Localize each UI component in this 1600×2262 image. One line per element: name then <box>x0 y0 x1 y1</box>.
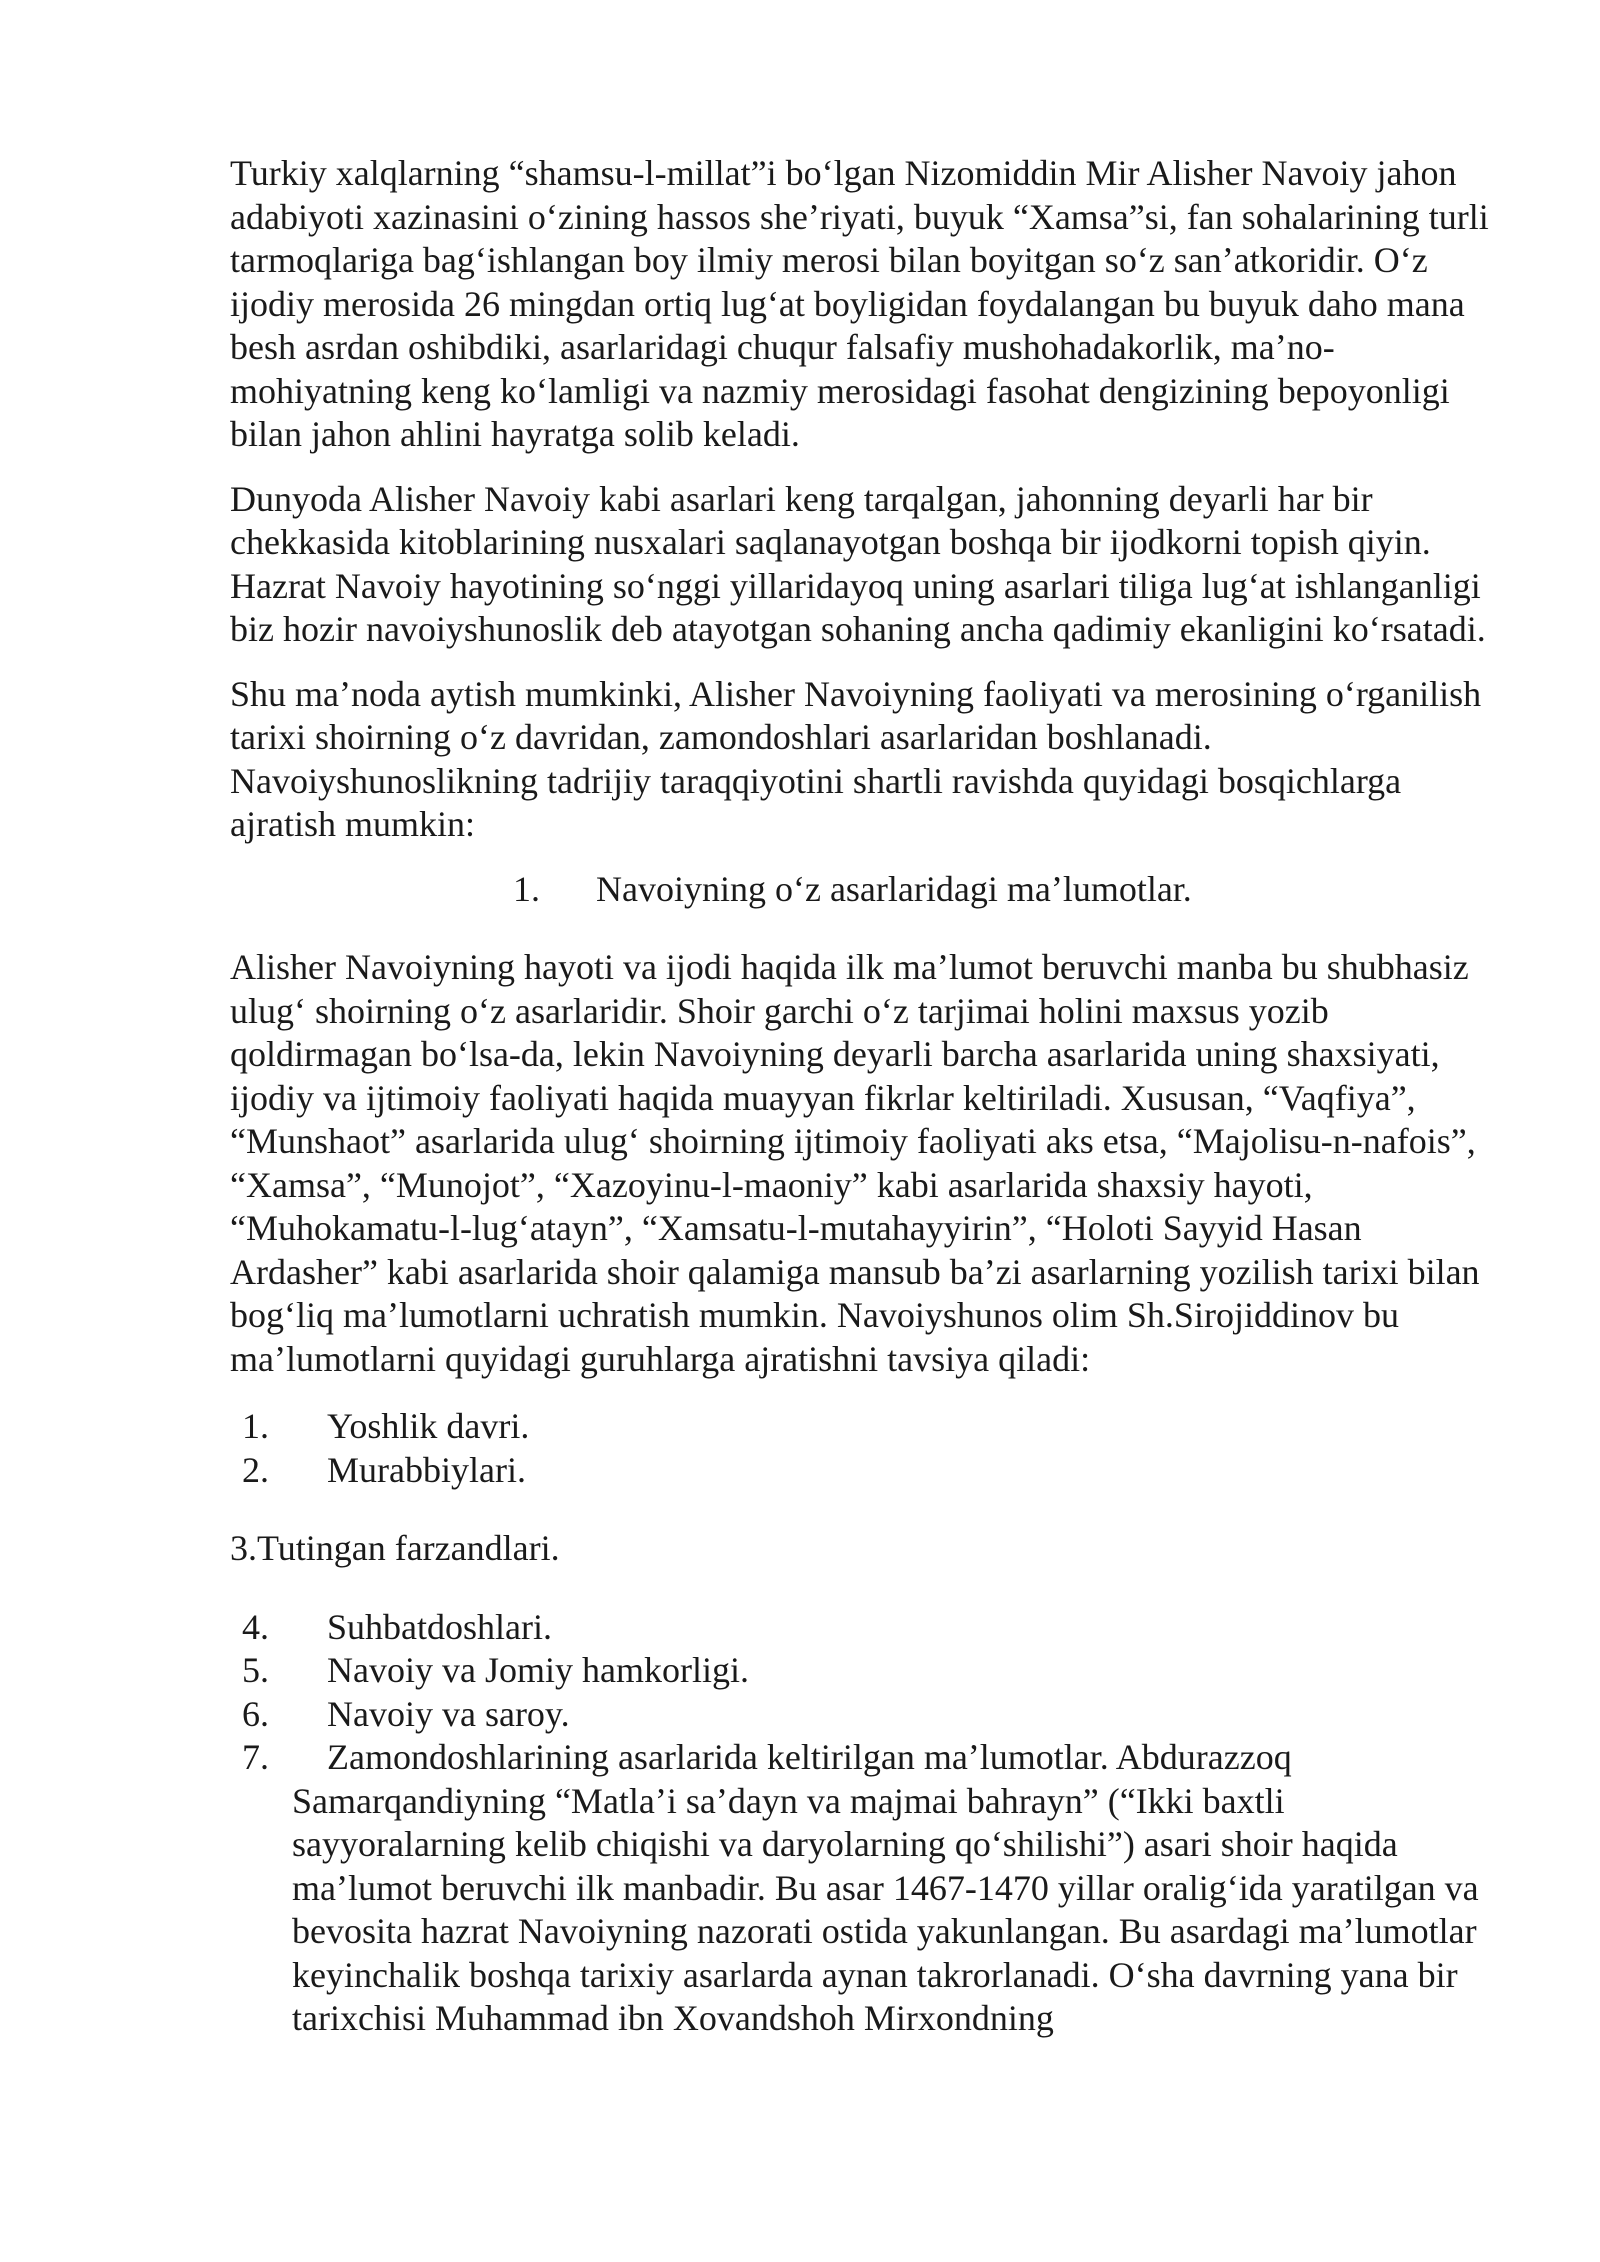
list-item <box>230 1736 1500 2041</box>
list-item <box>230 1606 1500 1650</box>
list-item-text: Murabbiylari. <box>327 1449 526 1490</box>
list-item-number: 7. <box>242 1737 269 1777</box>
list-item <box>230 1649 1500 1693</box>
paragraph-1: Turkiy xalqlarning “shamsu-l-millat”i boʻlgan Nizomiddin Mir Alisher Navoiy jahon adabiyoti xazinasini oʻzining hassos sheʼriyati, buyuk “Xamsa”si, fan sohalarining turli tarmoqlariga bagʻishlangan boy ilmiy merosi bilan boyitgan soʻz sanʼatkoridir. Oʻz ijodiy merosida 26 mingdan ortiq lugʻat boyligidan foydalangan bu buyuk daho mana besh asrdan oshibdiki, asarlaridagi chuqur falsafiy mushohadakorlik, maʼno-mohiyatning keng koʻlamligi va nazmiy merosidagi fasohat dengizining bepoyonligi bilan jahon ahlini hayratga solib keladi. <box>230 153 1489 454</box>
list-item-text: Yoshlik davri. <box>327 1406 530 1446</box>
paragraph-3: Shu maʼnoda aytish mumkinki, Alisher Navoiyning faoliyati va merosining oʻrganilish tarixi shoirning oʻz davridan, zamondoshlari asarlaridan boshlanadi. Navoiyshunoslikning tadrijiy taraqqiyotini shartli ravishda quyidagi bosqichlarga ajratish mumkin: <box>230 673 1482 844</box>
numbered-list-a <box>230 1405 1500 1492</box>
numbered-list-b <box>230 1606 1500 2041</box>
list-item-text: Suhbatdoshlari. <box>327 1606 552 1647</box>
list-item-number: 6. <box>242 1693 269 1734</box>
list-item-number: 1. <box>242 1406 269 1446</box>
list-item-number: 2. <box>242 1449 269 1490</box>
section-heading <box>230 868 1500 912</box>
list-item-continuation: Samarqandiyning “Matlaʼi saʼdayn va majmai bahrayn” (“Ikki baxtli sayyoralarning kelib chiqishi va daryolarning qoʻshilishi”) asari shoir haqida maʼlumot beruvchi ilk manbadir. Bu asar 1467-1470 yillar oraligʻida yaratilgan va bevosita hazrat Navoiyning nazorati ostida yakunlangan. Bu asardagi maʼlumotlar keyinchalik boshqa tarixiy asarlarda aynan takrorlanadi. Oʻsha davrning yana bir tarixchisi Muhammad ibn Xovandshoh Mirxondning <box>292 1780 1479 2038</box>
list-item <box>230 1693 1500 1737</box>
list-item-text: Navoiy va Jomiy hamkorligi. <box>327 1650 749 1690</box>
paragraph-2: Dunyoda Alisher Navoiy kabi asarlari keng tarqalgan, jahonning deyarli har bir chekkasida kitoblarining nusxalari saqlanayotgan boshqa bir ijodkorni topish qiyin. Hazrat Navoiy hayotining soʻnggi yillaridayoq uning asarlari tiliga lugʻat ishlanganligi biz hozir navoiyshunoslik deb atayotgan sohaning ancha qadimiy ekanligini koʻrsatadi. <box>230 478 1486 649</box>
list-item-number: 5. <box>242 1650 269 1690</box>
list-item-plain: 3.Tutingan farzandlari. <box>230 1528 560 1568</box>
paragraph-4: Alisher Navoiyning hayoti va ijodi haqida ilk maʼlumot beruvchi manba bu shubhasiz ulugʻ shoirning oʻz asarlaridir. Shoir garchi oʻz tarjimai holini maxsus yozib qoldirmagan boʻlsa-da, lekin Navoiyning deyarli barcha asarlarida uning shaxsiyati, ijodiy va ijtimoiy faoliyati haqida muayyan fikrlar keltiriladi. Xususan, “Vaqfiya”, “Munshaot” asarlarida ulugʻ shoirning ijtimoiy faoliyati aks etsa, “Majolisu-n-nafois”, “Xamsa”, “Munojot”, “Xazoyinu-l-maoniy” kabi asarlarida shaxsiy hayoti, “Muhokamatu-l-lugʻatayn”, “Xamsatu-l-mutahayyirin”, “Holoti Sayyid Hasan Ardasher” kabi asarlarida shoir qalamiga mansub baʼzi asarlarning yozilish tarixi bilan bogʻliq maʼlumotlarni uchratish mumkin. Navoiyshunos olim Sh.Sirojiddinov bu maʼlumotlarni quyidagi guruhlarga ajratishni tavsiya qiladi: <box>230 947 1480 1379</box>
list-item-number: 4. <box>242 1606 269 1647</box>
document-body <box>230 152 1500 2041</box>
list-item-text: Navoiy va saroy. <box>327 1693 570 1734</box>
list-item-text: Zamondoshlarining asarlarida keltirilgan maʼlumotlar. Abdurazzoq <box>327 1737 1292 1777</box>
list-item <box>230 1405 1500 1449</box>
list-item <box>230 1449 1500 1493</box>
section-heading-number: 1. <box>513 868 540 909</box>
section-heading-text: Navoiyning oʻz asarlaridagi maʼlumotlar. <box>596 868 1192 909</box>
